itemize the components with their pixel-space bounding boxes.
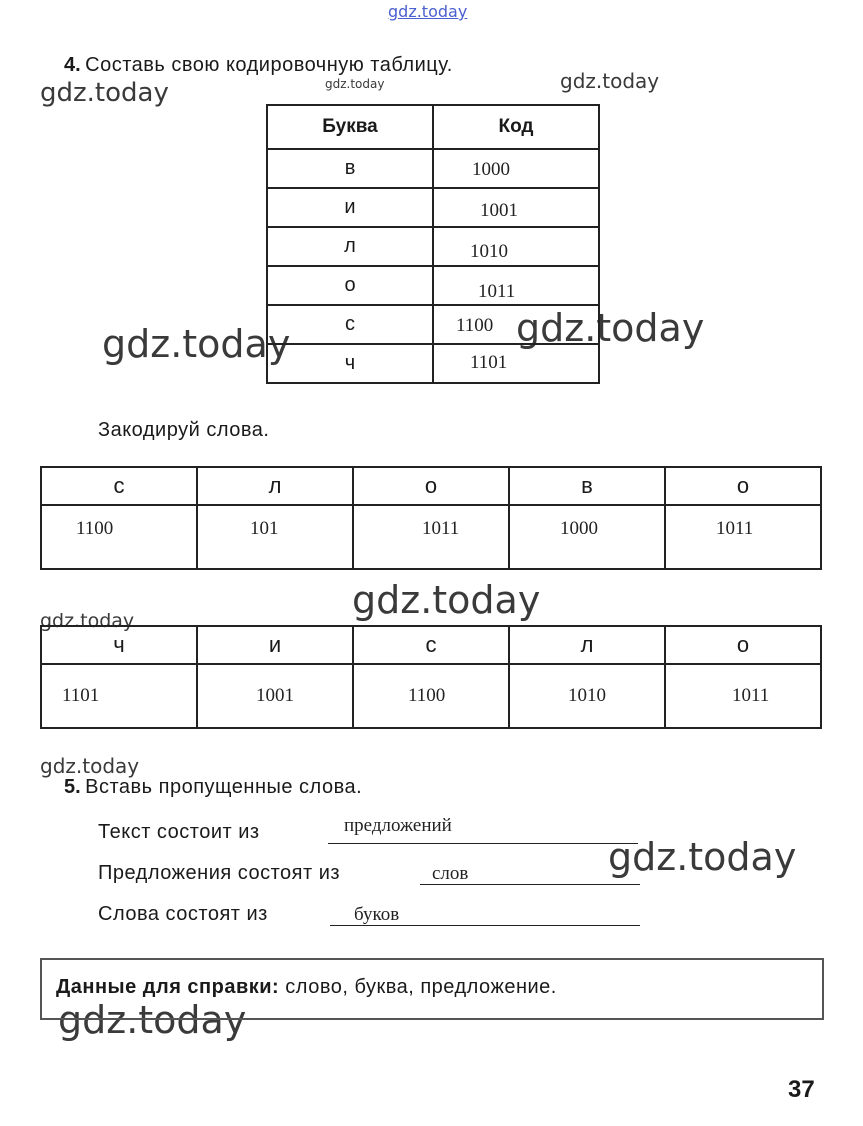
task5-title: Вставь пропущенные слова. [85,776,363,798]
code-cell [509,505,665,569]
fill-sentence-1: Текст состоит из [98,821,260,843]
code-row [41,505,821,569]
watermark: gdz.today [102,322,291,366]
letter-cell: и [267,188,433,227]
letter-cell: л [197,467,353,505]
letter-cell: о [665,626,821,664]
watermark: gdz.today [40,754,140,778]
code-cell [433,188,599,227]
watermark: gdz.today [608,835,797,879]
handwritten-code: 1101 [470,352,508,373]
code-cell [197,664,353,728]
watermark: gdz.today [325,77,385,91]
reference-words: слово, буква, предложение. [285,976,557,998]
handwritten-code: 1010 [568,685,606,706]
code-cell [353,664,509,728]
letter-cell: о [267,266,433,305]
code-cell [433,305,599,344]
handwritten-code: 1000 [472,159,510,180]
handwritten-code: 1011 [478,281,516,302]
answer-line-1 [328,843,638,844]
watermark: gdz.today [40,78,169,108]
code-cell [665,664,821,728]
fill-sentence-2: Предложения состоят из [98,862,341,884]
table-row [267,227,599,266]
handwritten-answer: слов [432,863,469,884]
encode-table-1 [40,466,822,570]
table-row [267,149,599,188]
task4-heading [64,54,453,77]
handwritten-code: 1011 [732,685,770,706]
code-cell [41,664,197,728]
encode-table-2 [40,625,822,729]
code-cell [433,344,599,383]
encode-instruction: Закодируй слова. [98,419,270,441]
letter-cell: л [267,227,433,266]
watermark: gdz.today [516,306,705,350]
handwritten-code: 1001 [480,200,518,221]
letter-cell: ч [267,344,433,383]
reference-label: Данные для справки: [56,976,280,998]
code-cell [433,266,599,305]
handwritten-code: 1011 [716,518,754,539]
page-number: 37 [788,1076,815,1103]
letter-row [41,467,821,505]
table-row [267,266,599,305]
watermark: gdz.today [352,578,541,622]
header-code: Код [433,105,599,149]
fill-sentence-3: Слова состоят из [98,903,268,925]
letter-cell: о [353,467,509,505]
code-cell [41,505,197,569]
coding-table [266,104,600,384]
letter-cell: ч [41,626,197,664]
code-cell [197,505,353,569]
handwritten-code: 1001 [256,685,294,706]
handwritten-code: 1101 [62,685,100,706]
letter-cell: в [509,467,665,505]
table-row [267,188,599,227]
code-cell [665,505,821,569]
letter-cell: с [353,626,509,664]
handwritten-code: 101 [250,518,279,539]
reference-text [56,976,557,999]
letter-cell: с [267,305,433,344]
table-row [267,344,599,383]
letter-cell: и [197,626,353,664]
handwritten-code: 1100 [408,685,446,706]
watermark: gdz.today [560,69,660,93]
task4-number: 4. [64,54,81,76]
handwritten-code: 1100 [76,518,114,539]
letter-cell: в [267,149,433,188]
task5-number: 5. [64,776,81,798]
code-cell [433,149,599,188]
code-cell [353,505,509,569]
code-cell [433,227,599,266]
letter-cell: с [41,467,197,505]
handwritten-code: 1100 [456,315,494,336]
task5-heading [64,776,362,799]
watermark: gdz.today [58,998,247,1042]
watermark: gdz.today [40,610,135,632]
header-letter: Буква [267,105,433,149]
handwritten-code: 1000 [560,518,598,539]
handwritten-code: 1010 [470,241,508,262]
task4-title: Составь свою кодировочную таблицу. [85,54,453,76]
letter-row [41,626,821,664]
watermark-top[interactable]: gdz.today [388,2,468,21]
handwritten-code: 1011 [422,518,460,539]
handwritten-answer: буков [354,904,400,925]
letter-cell: л [509,626,665,664]
handwritten-answer: предложений [344,815,452,836]
code-row [41,664,821,728]
letter-cell: о [665,467,821,505]
table-row [267,305,599,344]
coding-table-header [267,105,599,149]
code-cell [509,664,665,728]
